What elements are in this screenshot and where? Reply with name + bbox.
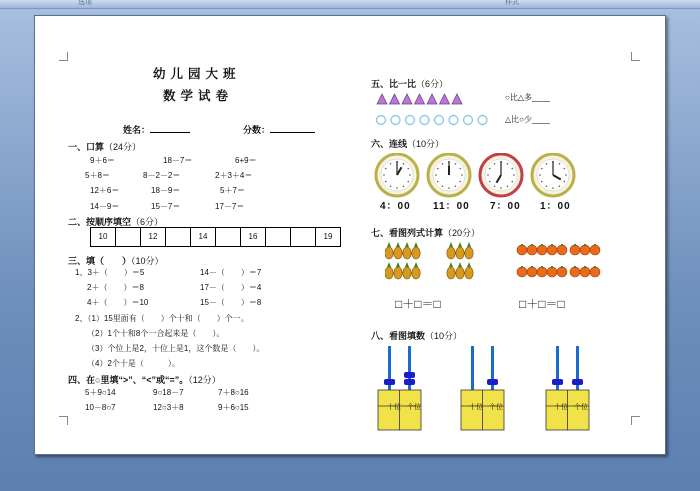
orange-icon: [517, 266, 527, 277]
section-8-heading: 八、看图填数（10分）: [371, 331, 463, 341]
margin-mark: [59, 52, 68, 61]
triangles-circles-picture: [373, 92, 498, 128]
fruit-body: [447, 247, 455, 259]
calc-item: 17－7＝: [215, 202, 245, 211]
triangle-icon: [402, 94, 412, 104]
clock-tick: [487, 174, 489, 176]
clock-tick: [437, 181, 439, 183]
abacus: [461, 346, 504, 430]
orange-icon: [590, 244, 600, 255]
orange-icon: [580, 244, 590, 255]
orange-icon: [590, 266, 600, 277]
fruit-body: [537, 267, 547, 277]
fruit-body: [557, 267, 567, 277]
compare-question-1: ○比△多____: [505, 93, 550, 102]
clock-icon: [532, 154, 574, 196]
clock-tick: [511, 181, 513, 183]
leaf: [574, 266, 576, 268]
time-label: 4：00: [380, 201, 411, 212]
sequence-cell: 19: [323, 232, 333, 241]
clock-tick: [541, 168, 543, 170]
ribbon-tab-left[interactable]: 选项: [78, 0, 92, 6]
leaf: [449, 262, 453, 267]
triangle-icon: [415, 94, 425, 104]
clock-tick: [541, 181, 543, 183]
circle-icon: [406, 116, 415, 125]
fruit-body: [580, 267, 590, 277]
clock-tick: [455, 185, 457, 187]
leaf: [574, 244, 576, 246]
clock-tick: [494, 163, 496, 165]
section-5-heading: 五、比一比（6分）: [371, 79, 449, 89]
fruit-body: [527, 245, 537, 255]
leaf: [458, 262, 462, 267]
clock-tick: [507, 163, 509, 165]
leaf: [414, 262, 418, 267]
sequence-cell[interactable]: [116, 228, 141, 246]
fruit-body: [465, 267, 473, 279]
clock-tick: [448, 187, 450, 189]
clock-icon: [428, 154, 470, 196]
clock-tick: [539, 174, 541, 176]
sequence-cell[interactable]: [266, 228, 291, 246]
fruit-body: [537, 245, 547, 255]
clock-tick: [489, 168, 491, 170]
clock-tick: [407, 168, 409, 170]
clock-tick: [442, 185, 444, 187]
calc-item: 5＋8＝: [85, 171, 110, 180]
clock-tick: [500, 187, 502, 189]
leaf: [561, 244, 563, 246]
sequence-cell[interactable]: [291, 228, 316, 246]
leaf: [521, 244, 523, 246]
clock-tick: [409, 174, 411, 176]
bead: [384, 379, 395, 385]
leaf: [521, 266, 523, 268]
clock-tick: [403, 185, 405, 187]
tens-label: 十位: [554, 404, 568, 411]
circle-icon: [464, 116, 473, 125]
circle-icon: [478, 116, 487, 125]
margin-mark: [59, 416, 68, 425]
bead: [572, 379, 583, 385]
equation-blank-1[interactable]: □＋□＝□: [395, 297, 441, 311]
leaf: [414, 242, 418, 247]
clock-tick: [461, 174, 463, 176]
fill-item: 4＋（ ）＝10: [87, 298, 149, 307]
clock-tick: [546, 185, 548, 187]
leaf: [387, 262, 391, 267]
leaf: [458, 242, 462, 247]
leaf: [541, 266, 543, 268]
clock-tick: [407, 181, 409, 183]
bead: [552, 379, 563, 385]
ribbon-strip: [0, 0, 700, 9]
leaf: [594, 244, 596, 246]
section-7-heading: 七、看图列式计算（20分）: [371, 228, 481, 238]
clock-tick: [396, 187, 398, 189]
sequence-cell: 12: [141, 228, 166, 246]
clock-tick: [559, 185, 561, 187]
orange-icon: [547, 266, 557, 277]
pineapple-icon: [394, 262, 402, 279]
clock-tick: [494, 185, 496, 187]
fill-item: 2＋（ ）＝8: [87, 283, 144, 292]
clock-tick: [489, 181, 491, 183]
clock-tick: [390, 163, 392, 165]
abacus-picture: [373, 346, 613, 436]
fruit-body: [557, 245, 567, 255]
orange-icon: [537, 244, 547, 255]
leaf: [405, 242, 409, 247]
time-label: 7：00: [490, 201, 521, 212]
calc-item: 9＋6＝: [90, 156, 115, 165]
fruit-body: [517, 267, 527, 277]
time-label: 11：00: [433, 201, 470, 212]
orange-icon: [537, 266, 547, 277]
circle-icon: [391, 116, 400, 125]
calc-item: 6+9＝: [235, 156, 257, 165]
clock-tick: [559, 163, 561, 165]
fruit-body: [403, 267, 411, 279]
title-line-1: 幼儿园大班: [153, 67, 241, 81]
title-line-2: 数学试卷: [163, 89, 234, 103]
clock-tick: [552, 187, 554, 189]
fruit-body: [385, 247, 393, 259]
clock-tick: [563, 181, 565, 183]
pineapple-icon: [394, 242, 402, 259]
margin-mark: [631, 416, 640, 425]
triangle-icon: [440, 94, 450, 104]
calc-item: 18－7＝: [163, 156, 193, 165]
fruit-body: [580, 245, 590, 255]
sequence-cell: 10: [91, 228, 116, 246]
fill-item: 14－（ ）＝7: [200, 268, 262, 277]
ones-label: 个位: [407, 404, 421, 411]
pineapple-icon: [412, 262, 420, 279]
fill-item: （3）个位上是2，十位上是1，这个数是（ ）。: [87, 344, 265, 353]
calc-item: 18－9＝: [151, 186, 181, 195]
leaf: [449, 242, 453, 247]
section-2-heading: 二、按顺序填空（6分）: [68, 217, 164, 227]
fill-item: （4）2个十是（ ）。: [87, 359, 180, 368]
name-field[interactable]: 姓名：: [123, 124, 190, 135]
bead: [487, 379, 498, 385]
fill-item: 2、（1）15里面有（ ）个十和（ ）个一。: [75, 314, 249, 323]
sequence-boxes: [90, 227, 341, 247]
compare-item: 10－8○7: [85, 403, 116, 412]
compare-item: 5＋9○14: [85, 388, 116, 397]
compare-item: 9＋6○15: [218, 403, 249, 412]
leaf: [531, 266, 533, 268]
fruits-picture: [385, 242, 605, 290]
clock-tick: [455, 163, 457, 165]
compare-item: 7＋8○16: [218, 388, 249, 397]
pineapple-icon: [385, 242, 393, 259]
fill-item: 15－（ ）＝8: [200, 298, 262, 307]
circle-icon: [449, 116, 458, 125]
fruit-body: [547, 267, 557, 277]
leaf: [405, 262, 409, 267]
calc-item: 8－2－2＝: [143, 171, 181, 180]
fruit-body: [403, 247, 411, 259]
leaf: [531, 244, 533, 246]
fill-item: 1、3＋（ ）＝5: [75, 268, 145, 277]
margin-mark: [631, 52, 640, 61]
tens-label: 十位: [387, 404, 401, 411]
pineapple-icon: [456, 242, 464, 259]
abacus: [546, 346, 589, 430]
document-page: [34, 15, 666, 455]
circle-icon: [377, 116, 386, 125]
calc-item: 15－7＝: [151, 202, 181, 211]
ribbon-tab-right[interactable]: 样式: [505, 0, 519, 6]
sequence-cell: 16: [241, 228, 266, 246]
pineapple-icon: [447, 262, 455, 279]
section-3-heading: 三、填（ ）（10分）: [68, 256, 164, 266]
orange-icon: [557, 244, 567, 255]
fruit-body: [412, 267, 420, 279]
fruit-body: [385, 267, 393, 279]
sequence-cell: 14: [191, 228, 216, 246]
triangle-icon: [452, 94, 462, 104]
score-field[interactable]: 分数：: [243, 124, 315, 135]
fruit-body: [517, 245, 527, 255]
orange-icon: [570, 244, 580, 255]
rod: [471, 346, 474, 391]
pineapple-icon: [403, 262, 411, 279]
clock-tick: [385, 181, 387, 183]
circle-icon: [435, 116, 444, 125]
compare-item: 12○3＋8: [153, 403, 184, 412]
section-4-heading: 四、在○里填“>”、“<”或“=”。（12分）: [68, 375, 221, 385]
leaf: [551, 266, 553, 268]
equation-blank-2[interactable]: □＋□＝□: [519, 297, 565, 311]
clock-tick: [513, 174, 515, 176]
abacus: [378, 346, 421, 430]
fruit-body: [547, 245, 557, 255]
leaf: [467, 262, 471, 267]
orange-icon: [527, 244, 537, 255]
clock-tick: [511, 168, 513, 170]
clock-tick: [442, 163, 444, 165]
leaf: [584, 244, 586, 246]
orange-icon: [517, 244, 527, 255]
clocks-picture: [373, 153, 583, 199]
leaf: [387, 242, 391, 247]
pineapple-icon: [447, 242, 455, 259]
leaf: [396, 242, 400, 247]
triangle-icon: [377, 94, 387, 104]
clock-tick: [435, 174, 437, 176]
compare-question-2: △比○少____: [505, 115, 550, 124]
triangle-icon: [427, 94, 437, 104]
orange-icon: [547, 244, 557, 255]
pineapple-icon: [385, 262, 393, 279]
clock-tick: [403, 163, 405, 165]
tens-label: 十位: [469, 404, 483, 411]
leaf: [551, 244, 553, 246]
clock-tick: [390, 185, 392, 187]
clock-tick: [565, 174, 567, 176]
leaf: [396, 262, 400, 267]
pineapple-icon: [403, 242, 411, 259]
section-6-heading: 六、连线（10分）: [371, 139, 445, 149]
leaf: [467, 242, 471, 247]
fruit-body: [456, 267, 464, 279]
clock-tick: [385, 168, 387, 170]
fruit-body: [447, 267, 455, 279]
fruit-body: [590, 267, 600, 277]
clock-tick: [459, 181, 461, 183]
time-label: 1：00: [540, 201, 571, 212]
bead: [404, 379, 415, 385]
fruit-body: [570, 245, 580, 255]
calc-item: 14－9＝: [90, 202, 120, 211]
calc-item: 2＋3＋4＝: [215, 171, 253, 180]
fruit-body: [590, 245, 600, 255]
triangle-icon: [390, 94, 400, 104]
clock-tick: [507, 185, 509, 187]
fill-item: （2）1个十和8个一合起来是（ ）。: [87, 329, 225, 338]
sequence-cell[interactable]: [166, 228, 191, 246]
clock-icon: [376, 154, 418, 196]
fruit-body: [412, 247, 420, 259]
leaf: [594, 266, 596, 268]
bead: [404, 372, 415, 378]
orange-icon: [557, 266, 567, 277]
pineapple-icon: [465, 242, 473, 259]
clock-tick: [546, 163, 548, 165]
clock-tick: [563, 168, 565, 170]
orange-icon: [570, 266, 580, 277]
fruit-body: [465, 247, 473, 259]
clock-icon: [480, 154, 522, 196]
fruit-body: [527, 267, 537, 277]
fruit-body: [570, 267, 580, 277]
compare-item: 9○18－7: [153, 388, 184, 397]
orange-icon: [580, 266, 590, 277]
pineapple-icon: [465, 262, 473, 279]
fruit-body: [394, 247, 402, 259]
ones-label: 个位: [574, 404, 588, 411]
circle-icon: [420, 116, 429, 125]
leaf: [541, 244, 543, 246]
clock-tick: [383, 174, 385, 176]
calc-item: 12＋6＝: [90, 186, 120, 195]
leaf: [584, 266, 586, 268]
orange-icon: [527, 266, 537, 277]
fruit-body: [394, 267, 402, 279]
pineapple-icon: [412, 242, 420, 259]
sequence-cell[interactable]: [216, 228, 241, 246]
fruit-body: [456, 247, 464, 259]
ones-label: 个位: [489, 404, 503, 411]
section-1-heading: 一、口算（24分）: [68, 142, 142, 152]
leaf: [561, 266, 563, 268]
calc-item: 5＋7＝: [220, 186, 245, 195]
fill-item: 17－（ ）＝4: [200, 283, 262, 292]
clock-tick: [459, 168, 461, 170]
pineapple-icon: [456, 262, 464, 279]
clock-tick: [437, 168, 439, 170]
